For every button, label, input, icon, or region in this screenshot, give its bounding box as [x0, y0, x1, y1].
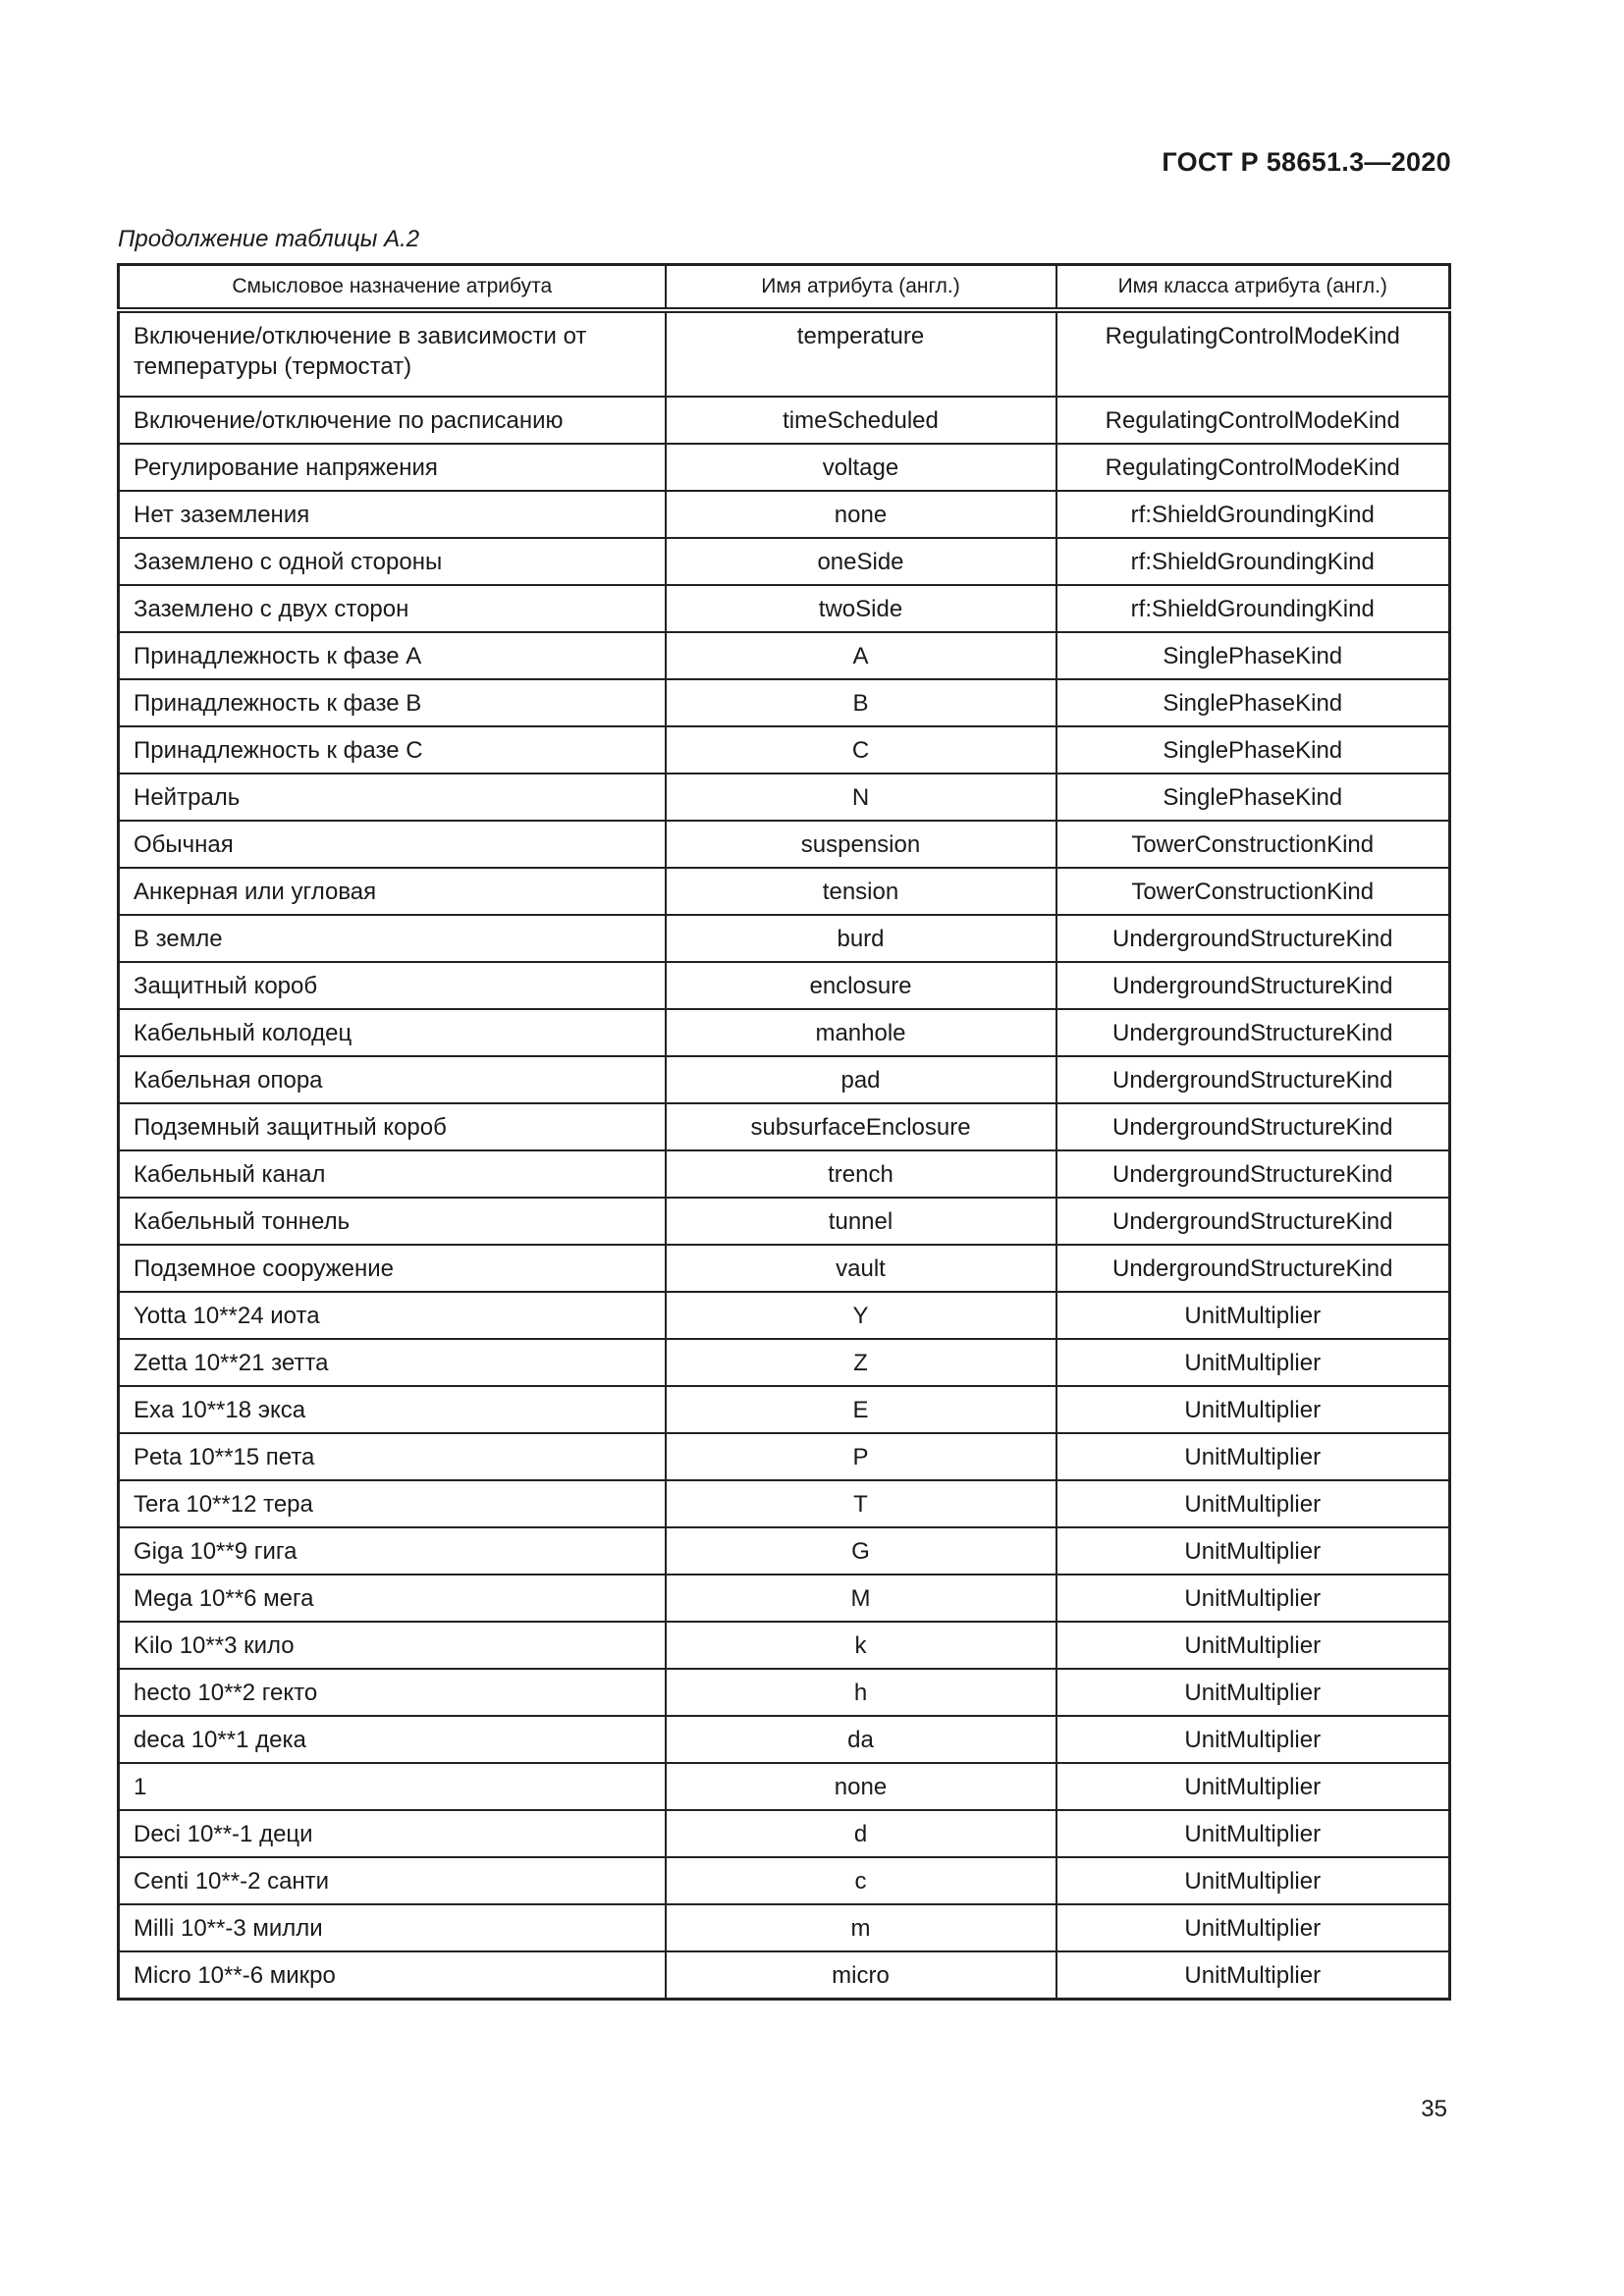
table-row	[119, 962, 1450, 1009]
cell-attribute-name: E	[666, 1386, 1056, 1433]
cell-meaning: Регулирование напряжения	[119, 444, 666, 491]
page-number: 35	[1421, 2096, 1447, 2122]
cell-attribute-class: UndergroundStructureKind	[1056, 1056, 1450, 1103]
cell-attribute-class: UnitMultiplier	[1056, 1480, 1450, 1527]
cell-meaning: Tera 10**12 тера	[119, 1480, 666, 1527]
cell-attribute-class: UnitMultiplier	[1056, 1622, 1450, 1669]
table-row	[119, 1904, 1450, 1951]
table-row	[119, 491, 1450, 538]
cell-attribute-name: tunnel	[666, 1198, 1056, 1245]
cell-attribute-name: T	[666, 1480, 1056, 1527]
table-body	[119, 310, 1450, 2000]
cell-meaning: Kilo 10**3 кило	[119, 1622, 666, 1669]
cell-meaning: Centi 10**-2 санти	[119, 1857, 666, 1904]
table-row	[119, 1810, 1450, 1857]
table-row	[119, 1198, 1450, 1245]
cell-attribute-name: B	[666, 679, 1056, 726]
table-row	[119, 1716, 1450, 1763]
cell-attribute-class: UndergroundStructureKind	[1056, 1198, 1450, 1245]
cell-attribute-class: UnitMultiplier	[1056, 1669, 1450, 1716]
cell-attribute-name: h	[666, 1669, 1056, 1716]
cell-meaning: 1	[119, 1763, 666, 1810]
cell-attribute-name: A	[666, 632, 1056, 679]
cell-attribute-class: UnitMultiplier	[1056, 1810, 1450, 1857]
cell-attribute-name: N	[666, 774, 1056, 821]
cell-attribute-name: G	[666, 1527, 1056, 1575]
cell-meaning: Включение/отключение по расписанию	[119, 397, 666, 444]
cell-meaning: Защитный короб	[119, 962, 666, 1009]
cell-attribute-name: timeScheduled	[666, 397, 1056, 444]
cell-attribute-class: SinglePhaseKind	[1056, 726, 1450, 774]
cell-attribute-class: UnitMultiplier	[1056, 1575, 1450, 1622]
cell-attribute-class: SinglePhaseKind	[1056, 632, 1450, 679]
cell-meaning: Нейтраль	[119, 774, 666, 821]
cell-meaning: deca 10**1 дека	[119, 1716, 666, 1763]
cell-attribute-class: rf:ShieldGroundingKind	[1056, 538, 1450, 585]
cell-meaning: Deci 10**-1 деци	[119, 1810, 666, 1857]
cell-attribute-name: trench	[666, 1150, 1056, 1198]
cell-attribute-class: RegulatingControlModeKind	[1056, 444, 1450, 491]
cell-attribute-class: SinglePhaseKind	[1056, 774, 1450, 821]
cell-attribute-class: UnitMultiplier	[1056, 1904, 1450, 1951]
column-header-meaning: Смысловое назначение атрибута	[119, 265, 666, 311]
cell-attribute-name: Z	[666, 1339, 1056, 1386]
table-row	[119, 585, 1450, 632]
cell-meaning: Обычная	[119, 821, 666, 868]
cell-attribute-name: enclosure	[666, 962, 1056, 1009]
cell-meaning: Заземлено с двух сторон	[119, 585, 666, 632]
cell-meaning: Принадлежность к фазе A	[119, 632, 666, 679]
table-row	[119, 1480, 1450, 1527]
cell-attribute-class: UndergroundStructureKind	[1056, 915, 1450, 962]
table-row	[119, 1575, 1450, 1622]
attribute-table	[117, 263, 1451, 2001]
cell-meaning: Заземлено с одной стороны	[119, 538, 666, 585]
table-row	[119, 1763, 1450, 1810]
column-header-attribute-class: Имя класса атрибута (англ.)	[1056, 265, 1450, 311]
cell-attribute-class: UnitMultiplier	[1056, 1292, 1450, 1339]
cell-attribute-name: temperature	[666, 310, 1056, 397]
cell-meaning: Кабельный колодец	[119, 1009, 666, 1056]
cell-attribute-class: RegulatingControlModeKind	[1056, 397, 1450, 444]
table-row	[119, 1857, 1450, 1904]
cell-attribute-class: UndergroundStructureKind	[1056, 1103, 1450, 1150]
table-row	[119, 538, 1450, 585]
cell-meaning: Подземное сооружение	[119, 1245, 666, 1292]
table-header-row	[119, 265, 1450, 311]
cell-attribute-class: rf:ShieldGroundingKind	[1056, 491, 1450, 538]
table-row	[119, 1527, 1450, 1575]
cell-attribute-class: SinglePhaseKind	[1056, 679, 1450, 726]
table-row	[119, 444, 1450, 491]
cell-attribute-name: manhole	[666, 1009, 1056, 1056]
table-row	[119, 1433, 1450, 1480]
cell-attribute-class: UnitMultiplier	[1056, 1433, 1450, 1480]
cell-attribute-name: Y	[666, 1292, 1056, 1339]
cell-meaning: Принадлежность к фазе C	[119, 726, 666, 774]
standard-code: ГОСТ Р 58651.3—2020	[1162, 147, 1451, 177]
cell-attribute-class: UnitMultiplier	[1056, 1951, 1450, 2000]
cell-attribute-name: voltage	[666, 444, 1056, 491]
cell-meaning: Milli 10**-3 милли	[119, 1904, 666, 1951]
table-row	[119, 1150, 1450, 1198]
cell-attribute-name: P	[666, 1433, 1056, 1480]
cell-attribute-name: vault	[666, 1245, 1056, 1292]
table-row	[119, 679, 1450, 726]
cell-attribute-name: k	[666, 1622, 1056, 1669]
table-row	[119, 1339, 1450, 1386]
table-row	[119, 915, 1450, 962]
cell-meaning: Micro 10**-6 микро	[119, 1951, 666, 2000]
cell-meaning: Yotta 10**24 иота	[119, 1292, 666, 1339]
cell-attribute-class: UndergroundStructureKind	[1056, 1009, 1450, 1056]
cell-meaning: Exa 10**18 экса	[119, 1386, 666, 1433]
cell-attribute-name: none	[666, 1763, 1056, 1810]
cell-attribute-name: micro	[666, 1951, 1056, 2000]
table-caption: Продолжение таблицы А.2	[118, 226, 420, 252]
cell-attribute-class: rf:ShieldGroundingKind	[1056, 585, 1450, 632]
table-row	[119, 1622, 1450, 1669]
table-row	[119, 1669, 1450, 1716]
table-row	[119, 310, 1450, 397]
table-row	[119, 1056, 1450, 1103]
cell-meaning: Zetta 10**21 зетта	[119, 1339, 666, 1386]
cell-meaning: Mega 10**6 мега	[119, 1575, 666, 1622]
cell-attribute-class: UnitMultiplier	[1056, 1527, 1450, 1575]
cell-meaning: Включение/отключение в зависимости от температуры (термостат)	[119, 310, 666, 397]
cell-attribute-class: UndergroundStructureKind	[1056, 962, 1450, 1009]
table-row	[119, 397, 1450, 444]
cell-attribute-name: pad	[666, 1056, 1056, 1103]
cell-attribute-class: UnitMultiplier	[1056, 1339, 1450, 1386]
cell-meaning: Анкерная или угловая	[119, 868, 666, 915]
cell-attribute-class: TowerConstructionKind	[1056, 868, 1450, 915]
table-row	[119, 726, 1450, 774]
cell-meaning: В земле	[119, 915, 666, 962]
table-row	[119, 632, 1450, 679]
table-row	[119, 1009, 1450, 1056]
cell-attribute-name: d	[666, 1810, 1056, 1857]
cell-meaning: Принадлежность к фазе B	[119, 679, 666, 726]
cell-meaning: Кабельный канал	[119, 1150, 666, 1198]
cell-attribute-name: da	[666, 1716, 1056, 1763]
table-row	[119, 774, 1450, 821]
cell-meaning: Кабельная опора	[119, 1056, 666, 1103]
cell-attribute-name: burd	[666, 915, 1056, 962]
cell-meaning: Нет заземления	[119, 491, 666, 538]
table-row	[119, 1951, 1450, 2000]
cell-meaning: Подземный защитный короб	[119, 1103, 666, 1150]
table-row	[119, 1103, 1450, 1150]
table-row	[119, 821, 1450, 868]
cell-meaning: Кабельный тоннель	[119, 1198, 666, 1245]
cell-meaning: hecto 10**2 гекто	[119, 1669, 666, 1716]
cell-attribute-name: C	[666, 726, 1056, 774]
cell-attribute-class: UndergroundStructureKind	[1056, 1245, 1450, 1292]
cell-attribute-name: M	[666, 1575, 1056, 1622]
table-row	[119, 868, 1450, 915]
cell-attribute-class: UndergroundStructureKind	[1056, 1150, 1450, 1198]
table-row	[119, 1386, 1450, 1433]
cell-attribute-name: oneSide	[666, 538, 1056, 585]
cell-attribute-name: m	[666, 1904, 1056, 1951]
cell-attribute-class: UnitMultiplier	[1056, 1386, 1450, 1433]
column-header-attribute-name: Имя атрибута (англ.)	[666, 265, 1056, 311]
cell-attribute-name: suspension	[666, 821, 1056, 868]
cell-attribute-class: TowerConstructionKind	[1056, 821, 1450, 868]
cell-attribute-class: UnitMultiplier	[1056, 1716, 1450, 1763]
cell-attribute-name: tension	[666, 868, 1056, 915]
cell-attribute-class: UnitMultiplier	[1056, 1857, 1450, 1904]
cell-attribute-name: subsurfaceEnclosure	[666, 1103, 1056, 1150]
cell-attribute-class: UnitMultiplier	[1056, 1763, 1450, 1810]
cell-attribute-class: RegulatingControlModeKind	[1056, 310, 1450, 397]
table-row	[119, 1245, 1450, 1292]
cell-attribute-name: twoSide	[666, 585, 1056, 632]
cell-attribute-name: none	[666, 491, 1056, 538]
cell-meaning: Giga 10**9 гига	[119, 1527, 666, 1575]
cell-meaning: Peta 10**15 пета	[119, 1433, 666, 1480]
cell-attribute-name: c	[666, 1857, 1056, 1904]
table-row	[119, 1292, 1450, 1339]
